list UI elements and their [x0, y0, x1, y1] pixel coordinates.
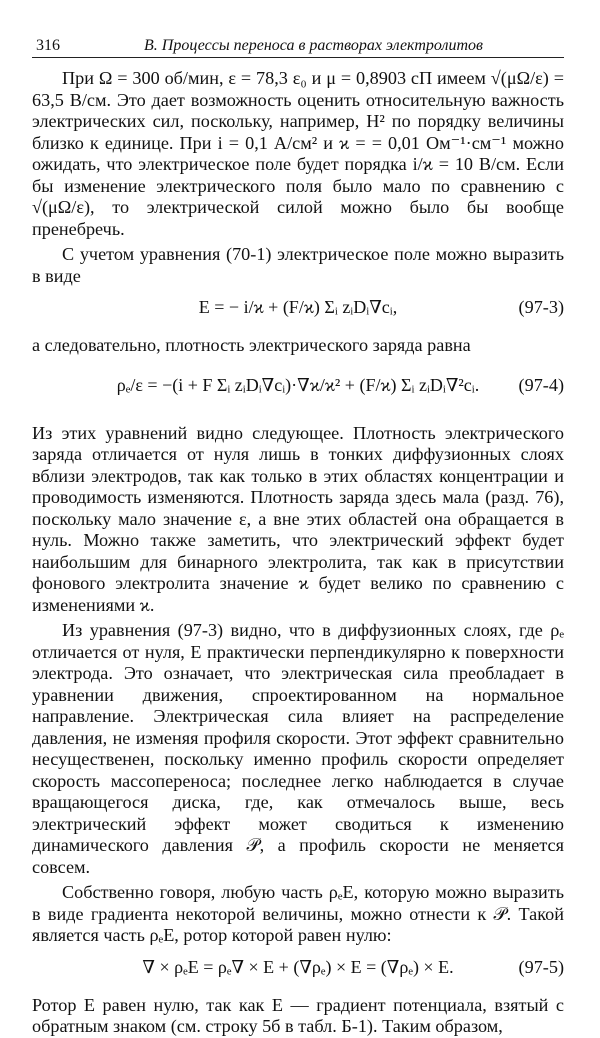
equation-body: ρₑ/ε = −(i + F Σᵢ zᵢDᵢ∇cᵢ)·∇ϰ/ϰ² + (F/ϰ) Σᵢ zᵢDᵢ∇²cᵢ.	[116, 374, 480, 395]
page-header	[32, 31, 564, 58]
paragraph: При Ω = 300 об/мин, ε = 78,3 ε₀ и μ = 0,8903 сП имеем √(μΩ/ε) = 63,5 В/см. Это дает возможность оценить относительную важность электрических сил, поскольку, например, H² по порядку величины близко к единице. При i = 0,1 А/см² и ϰ = = 0,01 Ом⁻¹·см⁻¹ можно ожидать, что электрическое поле будет порядка i/ϰ = 10 В/см. Если бы изменение электрического поля было мало по сравнению с √(μΩ/ε), то электрической силой можно было бы вообще пренебречь.	[32, 68, 564, 239]
paragraph: Из этих уравнений видно следующее. Плотность электрического заряда отличается от нуля лишь в тонких диффузионных слоях вблизи электродов, так как только в этих областях концентрации и проводимость изменяются. Плотность заряда здесь мала (разд. 76), поскольку мало значение ε, а вне этих областей она обращается в нуль. Можно также заметить, что электрический эффект будет наибольшим для бинарного электролита, так как в присутствии фонового электролита значение ϰ будет велико по сравнению с изменениями ϰ.	[32, 422, 564, 615]
equation-number: (97-3)	[518, 297, 564, 317]
page-number: 316	[36, 37, 60, 54]
equation-number: (97-4)	[518, 374, 564, 395]
equation	[32, 365, 564, 413]
equation-body: E = − i/ϰ + (F/ϰ) Σᵢ zᵢDᵢ∇cᵢ,	[198, 297, 398, 317]
page-body	[32, 68, 564, 1038]
paragraph: С учетом уравнения (70-1) электрическое поле можно выразить в виде	[32, 244, 564, 286]
paragraph: Собственно говоря, любую часть ρₑE, которую можно выразить в виде градиента некоторой величины, можно отнести к 𝒫. Такой является часть ρₑE, ротор которой равен нулю:	[32, 882, 564, 945]
paragraph: Из уравнения (97-3) видно, что в диффузионных слоях, где ρₑ отличается от нуля, E практически перпендикулярно к поверхности электрода. Это означает, что электрическая сила преобладает в уравнении движения, спроектированном на нормальное направление. Электрическая сила влияет на распределение давления, не изменяя профиля скорости. Этот эффект сравнительно несущественен, поскольку именно профиль скорости определяет скорость массопереноса; последнее легко наблюдается в случае вращающегося диска, где, как отмечалось выше, весь электрический эффект может сводиться к изменению динамического давления 𝒫, а профиль скорости не меняется совсем.	[32, 620, 564, 877]
paragraph: а следовательно, плотность электрического заряда равна	[32, 335, 471, 355]
equation	[32, 953, 564, 989]
equation	[32, 293, 564, 329]
equation-body: ∇ × ρₑE = ρₑ∇ × E + (∇ρₑ) × E = (∇ρₑ) × E.	[142, 956, 454, 977]
paragraph: Ротор E равен нулю, так как E — градиент потенциала, взятый с обратным знаком (см. строку 5б в табл. Б-1). Таким образом,	[32, 994, 564, 1036]
running-title: В. Процессы переноса в растворах электролитов	[144, 37, 483, 54]
equation-number: (97-5)	[518, 956, 564, 977]
